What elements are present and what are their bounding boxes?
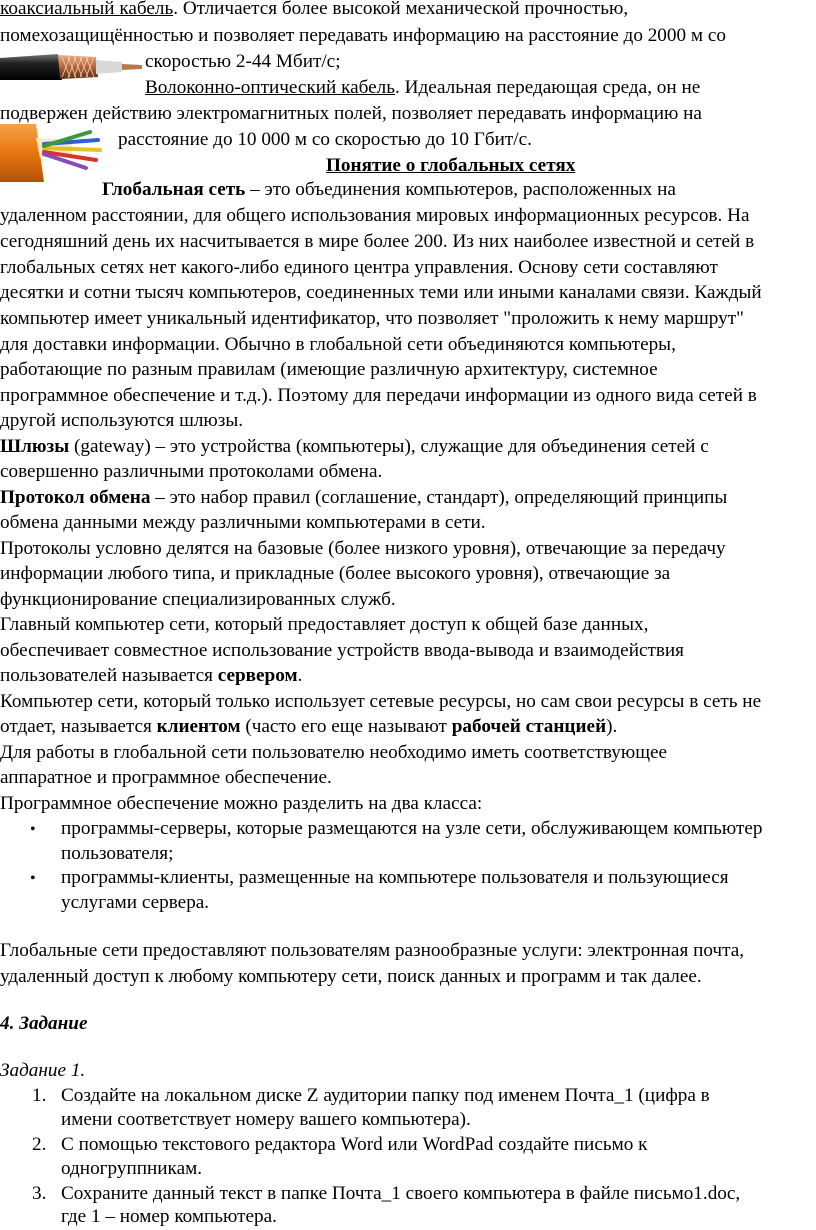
workstation-term: рабочей станцией xyxy=(451,716,607,737)
client-text-post: ). xyxy=(606,716,618,737)
global-line-10: другой используются шлюзы. xyxy=(0,410,244,431)
global-text-1: – это объединения компьютеров, расположенных на xyxy=(245,179,676,200)
server-text-3: пользователей называется xyxy=(0,665,218,686)
fiber-term: Волоконно-оптический кабель xyxy=(145,77,395,98)
global-line-1 xyxy=(102,177,676,203)
req-line-1: Для работы в глобальной сети пользователю необходимо иметь соответствующее xyxy=(0,742,668,763)
task-3-line-1: Сохраните данный текст в папке Почта_1 своего компьютера в файле письмо1.doc, xyxy=(61,1183,741,1204)
req-line-2: аппаратное и программное обеспечение. xyxy=(0,767,332,788)
services-line-1: Глобальные сети предоставляют пользователям разнообразные услуги: электронная почта, xyxy=(0,940,745,961)
fiber-text-1: . Идеальная передающая среда, он не xyxy=(395,77,701,98)
task-2-line-1: С помощью текстового редактора Word или WordPad создайте письмо к xyxy=(61,1134,648,1155)
server-line-3 xyxy=(0,663,302,689)
client-text-pre: отдает, называется xyxy=(0,716,157,737)
server-term: сервером xyxy=(217,665,298,686)
global-term: Глобальная сеть xyxy=(102,179,246,200)
bullet-icon: • xyxy=(30,821,36,838)
protocols-line-1: Протоколы условно делятся на базовые (более низкого уровня), отвечающие за передачу xyxy=(0,538,726,559)
global-line-3: сегодняшний день их насчитывается в мире более 200. Из них наиболее известной и сетей в xyxy=(0,231,755,252)
coax-line-3: скоростью 2-44 Мбит/с; xyxy=(145,51,341,72)
coax-cable-image xyxy=(0,52,142,82)
gateway-text-1: (gateway) – это устройства (компьютеры), служащие для объединения сетей с xyxy=(69,436,709,457)
task-3-line-2: где 1 – номер компьютера. xyxy=(61,1206,277,1227)
protocol-line-2: обмена данными между различными компьютерами в сети. xyxy=(0,512,486,533)
fiber-cable-image xyxy=(0,124,102,182)
server-line-2: обеспечивает совместное использование устройств ввода-вывода и взаимодействия xyxy=(0,640,685,661)
task1-heading: Задание 1. xyxy=(0,1060,86,1081)
coax-line-1 xyxy=(0,0,628,22)
global-line-2: удаленном расстоянии, для общего использования мировых информационных ресурсов. На xyxy=(0,205,750,226)
server-line-1: Главный компьютер сети, который предоставляет доступ к общей базе данных, xyxy=(0,614,649,635)
req-line-3: Программное обеспечение можно разделить на два класса: xyxy=(0,793,483,814)
global-line-9: программное обеспечение и т.д.). Поэтому для передачи информации из одного вида сетей в xyxy=(0,385,757,406)
gateway-line-2: совершенно различными протоколами обмена. xyxy=(0,461,383,482)
server-period: . xyxy=(297,665,303,686)
bullet-1-line-2: пользователя; xyxy=(61,843,174,864)
client-text-mid: (часто его еще называют xyxy=(240,716,452,737)
coax-text-1: . Отличается более высокой механической прочностью, xyxy=(173,0,629,19)
gateway-term: Шлюзы xyxy=(0,436,70,457)
bullet-2-line-1: программы-клиенты, размещенные на компьютере пользователя и пользующиеся xyxy=(61,867,729,888)
task-3-number: 3. xyxy=(32,1183,47,1204)
protocol-line-1 xyxy=(0,485,727,511)
client-term: клиентом xyxy=(156,716,241,737)
protocol-term: Протокол обмена xyxy=(0,487,151,508)
section-title: Понятие о глобальных сетях xyxy=(326,155,576,176)
protocols-line-3: функционирование специализированных служб. xyxy=(0,589,396,610)
client-line-1: Компьютер сети, который только использует сетевые ресурсы, но сам свои ресурсы в сеть не xyxy=(0,691,762,712)
global-line-4: глобальных сетях нет какого-либо единого центра управления. Основу сети составляют xyxy=(0,257,718,278)
task-1-number: 1. xyxy=(32,1085,47,1106)
fiber-line-2: подвержен действию электромагнитных полей, позволяет передавать информацию на xyxy=(0,103,702,124)
task-1-line-1: Создайте на локальном диске Z аудитории папку под именем Почта_1 (цифра в xyxy=(61,1085,710,1106)
task-heading: 4. Задание xyxy=(0,1013,88,1034)
task-2-line-2: одногруппникам. xyxy=(61,1158,203,1179)
fiber-line-1 xyxy=(145,75,700,101)
bullet-1-line-1: программы-серверы, которые размещаются на узле сети, обслуживающем компьютер xyxy=(61,818,763,839)
global-line-5: десятки и сотни тысяч компьютеров, соединенных теми или иными каналами связи. Каждый xyxy=(0,282,762,303)
gateway-line-1 xyxy=(0,434,709,460)
protocol-text-1: – это набор правил (соглашение, стандарт), определяющий принципы xyxy=(150,487,728,508)
fiber-line-3: расстояние до 10 000 м со скоростью до 10 Гбит/с. xyxy=(118,129,532,150)
global-line-6: компьютер имеет уникальный идентификатор, что позволяет "проложить к нему маршрут" xyxy=(0,308,744,329)
coax-term: коаксиальный кабель xyxy=(0,0,174,19)
protocols-line-2: информации любого типа, и прикладные (более высокого уровня), отвечающие за xyxy=(0,563,671,584)
task-1-line-2: имени соответствует номеру вашего компьютера). xyxy=(61,1109,471,1130)
coax-line-2: помехозащищённостью и позволяет передавать информацию на расстояние до 2000 м со xyxy=(0,25,726,46)
client-line-2 xyxy=(0,714,617,740)
bullet-icon: • xyxy=(30,870,36,887)
bullet-2-line-2: услугами сервера. xyxy=(61,892,210,913)
global-line-8: работающие по разным правилам (имеющие различную архитектуру, системное xyxy=(0,359,658,380)
task-2-number: 2. xyxy=(32,1134,47,1155)
global-line-7: для доставки информации. Обычно в глобальной сети объединяются компьютеры, xyxy=(0,334,676,355)
services-line-2: удаленный доступ к любому компьютеру сети, поиск данных и программ и так далее. xyxy=(0,966,702,987)
